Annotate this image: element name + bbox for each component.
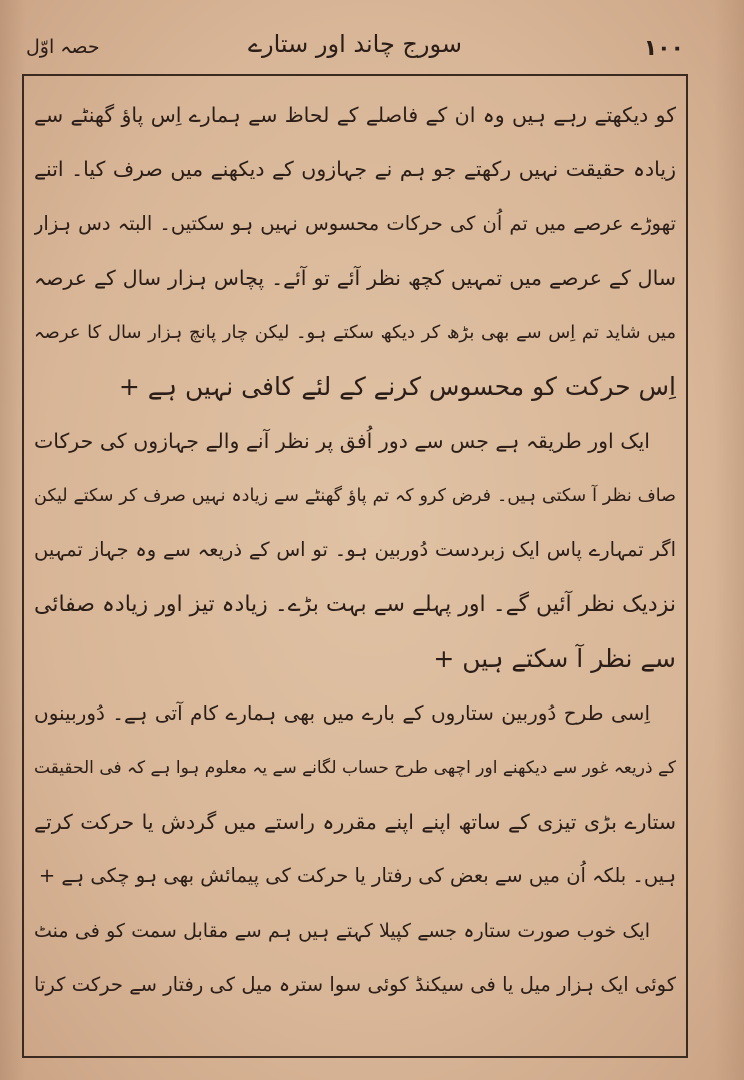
paragraph — [34, 88, 676, 414]
paragraph — [34, 686, 676, 904]
page-number: ۱۰۰ — [643, 36, 684, 61]
text-line: اِسی طرح دُوربین ستاروں کے بارے میں بھی ہمارے کام آتی ہے۔ دُوربینوں — [34, 701, 650, 726]
body-text — [34, 88, 676, 1013]
paragraph — [34, 904, 676, 1013]
paragraph — [34, 414, 676, 686]
text-line: کو دیکھتے رہے ہیں وہ ان کے فاصلے کے لحاظ سے ہمارے اِس پاؤ گھنٹے سے — [34, 103, 676, 127]
text-line: ایک اور طریقہ ہے جس سے دور اُفق پر نظر آنے والے جہازوں کی حرکات — [34, 429, 650, 454]
text-line: کوئی ایک ہزار میل یا فی سیکنڈ کوئی سوا سترہ میل کی رفتار سے حرکت کرتا — [34, 973, 676, 997]
text-line: نزدیک نظر آئیں گے۔ اور پہلے سے بہت بڑے۔ زیادہ تیز اور زیادہ صفائی — [34, 591, 676, 617]
text-line: میں شاید تم اِس سے بھی بڑھ کر دیکھ سکتے ہو۔ لیکن چار پانچ ہزار سال کا عرصہ — [34, 321, 676, 343]
text-line: ہیں۔ بلکہ اُن میں سے بعض کی رفتار یا حرکت کی پیمائش بھی ہو چکی ہے + — [38, 864, 676, 888]
text-line: ایک خوب صورت ستارہ جسے کپیلا کہتے ہیں ہم سے مقابل سمت کو فی منٹ — [34, 919, 650, 942]
text-line: زیادہ حقیقت نہیں رکھتے جو ہم نے جہازوں کے دیکھنے میں صرف کیا۔ اتنے — [34, 157, 676, 182]
section-label: حصہ اوّل — [26, 36, 100, 58]
text-line: اِس حرکت کو محسوس کرنے کے لئے کافی نہیں ہے + — [118, 371, 676, 401]
text-line: کے ذریعہ غور سے دیکھنے اور اچھی طرح حساب لگانے سے یہ معلوم ہوا ہے کہ فی الحقیقت — [34, 757, 676, 778]
text-line: سے نظر آ سکتے ہیں + — [433, 643, 676, 673]
text-line: ستارے بڑی تیزی کے ساتھ اپنے اپنے مقررہ راستے میں گردش یا حرکت کرتے — [34, 810, 676, 835]
text-line: اگر تمہارے پاس ایک زبردست دُوربین ہو۔ تو اس کے ذریعہ سے وہ جہاز تمہیں — [34, 538, 676, 562]
text-line: صاف نظر آ سکتی ہیں۔ فرض کرو کہ تم پاؤ گھنٹے سے زیادہ نہیں صرف کر سکتے لیکن — [34, 485, 676, 506]
running-title: سورج چاند اور ستارے — [247, 30, 463, 58]
text-frame — [22, 74, 688, 1058]
text-line: تھوڑے عرصے میں تم اُن کی حرکات محسوس نہیں ہو سکتیں۔ البتہ دس ہزار — [34, 211, 676, 235]
text-line: سال کے عرصے میں تمہیں کچھ نظر آئے تو آئے۔ پچاس ہزار سال کے عرصہ — [34, 266, 676, 291]
